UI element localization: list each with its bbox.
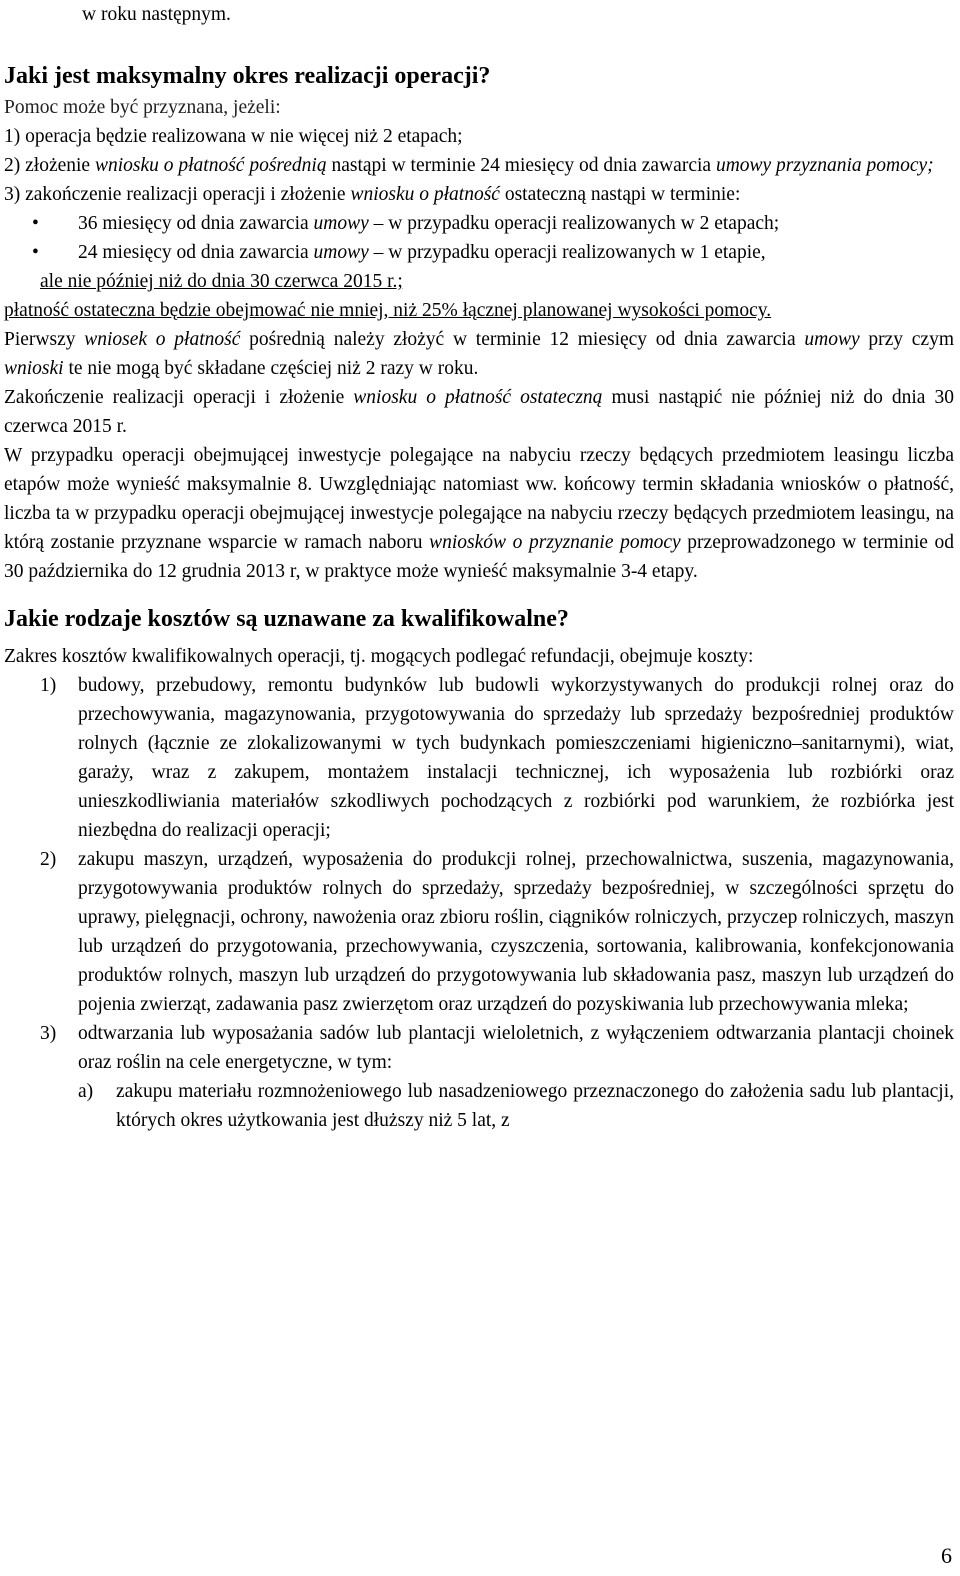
bullet-list xyxy=(4,209,954,267)
condition-2: 2) złożenie wniosku o płatność pośrednią nastąpi w terminie 24 miesięcy od dnia zawarcia umowy przyznania pomocy; xyxy=(4,155,934,176)
list-item: 2) zakupu maszyn, urządzeń, wyposażenia do produkcji rolnej, przechowalnictwa, suszenia, magazynowania, przygotowywania produktów rolnych do sprzedaży, sprzedaży bezpośredniej, w szczególności sprzętu do uprawy, pielęgnacji, ochrony, nawożenia oraz zbioru roślin, ciągników rolniczych, przyczep rolniczych, maszyn lub urządzeń do przygotowania, przechowywania, czyszczenia, sortowania, kalibrowania, konfekcjonowania produktów rolnych, maszyn lub urządzeń do przygotowywania lub składowania pasz, maszyn lub urządzeń do pojenia zwierząt, zadawania pasz zwierzętom oraz urządzeń do pozyskiwania lub przechowywania mleka; xyxy=(40,849,954,1015)
intro-text: Pomoc może być przyznana, jeżeli: xyxy=(4,97,281,118)
final-payment-text: płatność ostateczna będzie obejmować nie mniej, niż 25% łącznej planowanej wysokości pomocy. xyxy=(4,300,772,321)
list-item: • 24 miesięcy od dnia zawarcia umowy – w przypadku operacji realizowanych w 1 etapie, xyxy=(4,238,954,267)
section-heading-max-period: Jaki jest maksymalny okres realizacji operacji? xyxy=(4,63,491,89)
sub-list xyxy=(78,1077,954,1135)
bullet-icon: • xyxy=(32,242,39,263)
condition-3: 3) zakończenie realizacji operacji i złożenie wniosku o płatność ostateczną nastąpi w terminie: xyxy=(4,184,741,205)
deadline-text: ale nie później niż do dnia 30 czerwca 2015 r.; xyxy=(40,271,403,292)
list-item: 1) budowy, przebudowy, remontu budynków lub budowli wykorzystywanych do produkcji rolnej oraz do przechowywania, magazynowania, przygotowywania do sprzedaży lub sprzedaży bezpośredniej produktów rolnych (łącznie ze zlokalizowanymi w tych budynkach pomieszczeniami higieniczno–sanitarnymi), wiat, garaży, wraz z zakupem, montażem instalacji technicznej, ich wyposażenia lub rozbiórki oraz unieszkodliwiania materiałów szkodliwych pochodzących z rozbiórki pod warunkiem, że rozbiórka jest niezbędna do realizacji operacji; xyxy=(40,675,954,841)
bullet-icon: • xyxy=(32,213,39,234)
costs-intro: Zakres kosztów kwalifikowalnych operacji, tj. mogących podlegać refundacji, obejmuje koszty: xyxy=(4,646,754,667)
page-number: 6 xyxy=(941,1543,952,1568)
list-item: a) zakupu materiału rozmnożeniowego lub nasadzeniowego przeznaczonego do założenia sadu lub plantacji, których okres użytkowania jest dłuższy niż 5 lat, z xyxy=(78,1081,954,1131)
paragraph-leasing: W przypadku operacji obejmującej inwestycje polegające na nabyciu rzeczy będących przedmiotem leasingu liczba etapów może wynieść maksymalnie 8. Uwzględniając natomiast ww. końcowy termin składania wniosków o płatność, liczba ta w przypadku operacji obejmującej inwestycje polegające na nabyciu rzeczy będących przedmiotem leasingu, na którą zostanie przyznane wsparcie w ramach naboru wniosków o przyznanie pomocy przeprowadzonego w terminie od 30 października do 12 grudnia 2013 r, w praktyce może wynieść maksymalnie 3-4 etapy. xyxy=(4,445,954,582)
costs-list xyxy=(4,671,954,1135)
condition-1: 1) operacja będzie realizowana w nie więcej niż 2 etapach; xyxy=(4,126,463,147)
section-heading-eligible-costs: Jakie rodzaje kosztów są uznawane za kwalifikowalne? xyxy=(4,606,569,632)
list-item: • 36 miesięcy od dnia zawarcia umowy – w przypadku operacji realizowanych w 2 etapach; xyxy=(4,209,954,238)
continuation-line: w roku następnym. xyxy=(82,4,231,25)
list-item: 3) odtwarzania lub wyposażania sadów lub plantacji wieloletnich, z wyłączeniem odtwarzania plantacji choinek oraz roślin na cele energetyczne, w tym: a) zakupu materiału rozmnożeniowego lub nasadzeniowego przeznaczonego do założenia sadu lub plantacji, których okres użytkowania jest dłuższy niż 5 lat, z xyxy=(4,1019,954,1135)
document-page xyxy=(4,0,954,1135)
paragraph-first-application: Pierwszy wniosek o płatność pośrednią należy złożyć w terminie 12 miesięcy od dnia zawarcia umowy przy czym wnioski te nie mogą być składane częściej niż 2 razy w roku. xyxy=(4,329,954,379)
paragraph-completion: Zakończenie realizacji operacji i złożenie wniosku o płatność ostateczną musi nastąpić nie później niż do dnia 30 czerwca 2015 r. xyxy=(4,387,954,437)
